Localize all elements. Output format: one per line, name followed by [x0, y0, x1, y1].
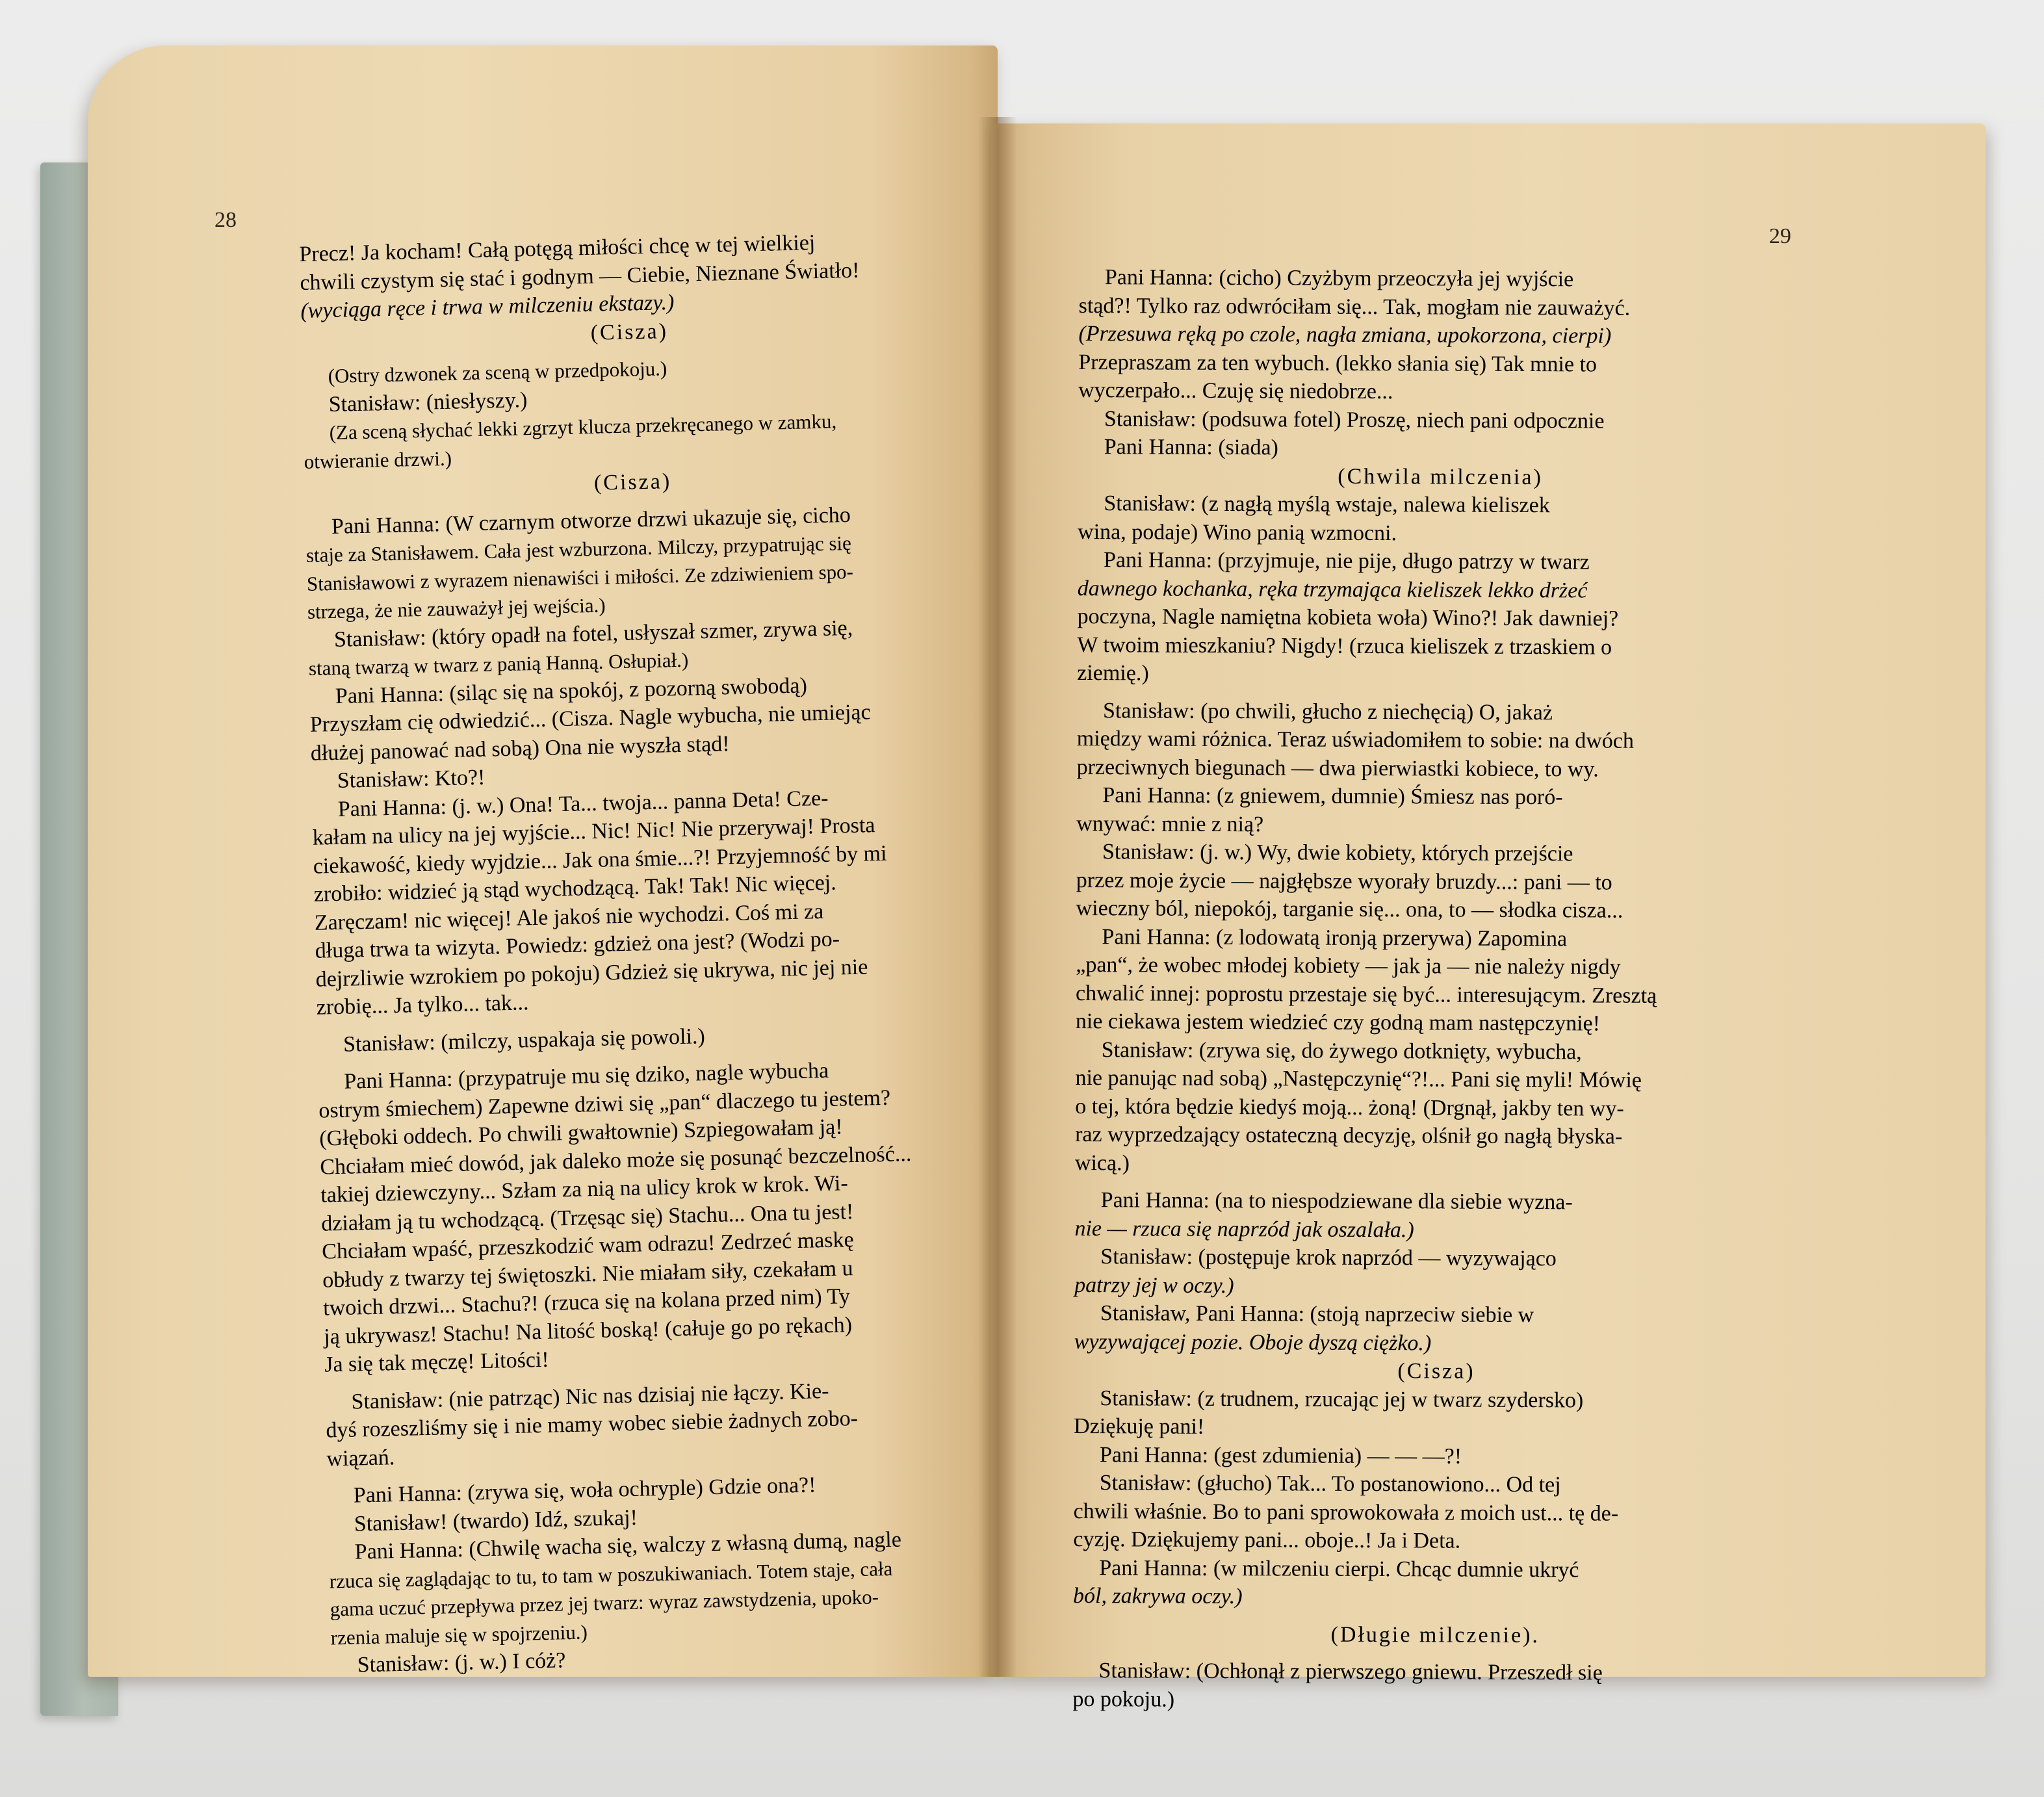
- speaker-line: Pani Hanna: (w milczeniu cierpi. Chcąc dumnie ukryć: [1099, 1555, 1579, 1582]
- text-line: wyczerpało... Czuję się niedobrze...: [1078, 378, 1393, 404]
- speaker-line: Stanisław: (nie patrząc) Nic nas dzisiaj nie łączy. Kie-: [351, 1378, 829, 1414]
- text-line: (Głęboki oddech. Po chwili gwałtownie) Szpiegowałam ją!: [318, 1115, 843, 1151]
- text-line: Chciałam mieć dowód, jak daleko może się posunąć bezczelność...: [319, 1141, 912, 1180]
- text-line: zrobię... Ja tylko... tak...: [316, 990, 529, 1020]
- text-line: chwili czystym się stać i godnym — Ciebie, Nieznane Światło!: [300, 257, 860, 295]
- speaker-line: Stanisław: (zrywa się, do żywego dotknięty, wybucha,: [1101, 1037, 1582, 1064]
- text-line: stąd?! Tylko raz odwróciłam się... Tak, mogłam nie zauważyć.: [1078, 293, 1631, 320]
- text-line: długa trwa ta wizyta. Powiedz: gdzież ona jest? (Wodzi po-: [315, 927, 840, 963]
- text-line: zrobiło: widzieć ją stąd wychodzącą. Tak! Tak! Nic więcej.: [313, 870, 837, 907]
- speaker-line: Pani Hanna: (gest zdumienia) — — —?!: [1099, 1442, 1462, 1469]
- speaker-line: Stanisław: (głucho) Tak... To postanowiono... Od tej: [1099, 1471, 1561, 1497]
- text-line: dejrzliwie wzrokiem po pokoju) Gdzież się ukrywa, nic jej nie: [315, 954, 868, 992]
- text-line: chwalić innej: poprostu przestaje się być... interesującym. Zresztą: [1076, 981, 1657, 1008]
- speaker-line: Pani Hanna: (siląc się na spokój, z pozorną swobodą): [335, 673, 808, 708]
- text-line: Zaręczam! nic więcej! Ale jakoś nie wychodzi. Coś mi za: [314, 899, 824, 935]
- speaker-line: Stanisław: (j. w.) Wy, dwie kobiety, których przejście: [1102, 840, 1573, 866]
- speaker-line: Pani Hanna: (na to niespodziewane dla siebie wyzna-: [1100, 1188, 1573, 1215]
- speaker-line: Stanisław: (z trudnem, rzucając jej w twarz szydersko): [1100, 1386, 1584, 1412]
- speaker-line: Stanisław, Pani Hanna: (stoją naprzeciw siebie w: [1100, 1301, 1534, 1328]
- stage-direction: (Cisza): [1397, 1359, 1475, 1384]
- text-line: nie ciekawa jestem wiedzieć czy godną mam następczynię!: [1075, 1009, 1601, 1036]
- stage-direction: (Cisza): [593, 469, 672, 495]
- text-line: Przepraszam za ten wybuch. (lekko słania się) Tak mnie to: [1078, 350, 1598, 376]
- text-line: twoich drzwi... Stachu?! (rzuca się na kolana przed nim) Ty: [322, 1284, 851, 1321]
- text-line: nie panując nad sobą) „Następczynię“?!... Pani się myli! Mówię: [1075, 1065, 1642, 1092]
- speaker-line: Stanisław! (twardo) Idź, szukaj!: [354, 1505, 638, 1536]
- text-line: staną twarzą w twarz z panią Hanną. Osłupiał.): [308, 648, 689, 680]
- speaker-line: Pani Hanna: (cicho) Czyżbym przeoczyła jej wyjście: [1104, 265, 1574, 292]
- speaker-line: Pani Hanna: (przyjmuje, nie pije, długo patrzy w twarz: [1103, 548, 1590, 575]
- speaker-line: Pani Hanna: (z gniewem, dumnie) Śmiesz nas poró-: [1102, 783, 1563, 810]
- text-line: dawnego kochanka, ręka trzymająca kieliszek lekko drżeć: [1077, 576, 1588, 602]
- text-line: Ja się tak męczę! Litości!: [324, 1347, 550, 1377]
- text-line: ból, zakrywa oczy.): [1072, 1583, 1243, 1609]
- speaker-line: Stanisław: (który opadł na fotel, usłyszał szmer, zrywa się,: [333, 615, 853, 652]
- stage-direction: (Ostry dzwonek za sceną w przedpokoju.): [328, 357, 667, 388]
- stage-direction: (Za sceną słychać lekki zgrzyt klucza przekręcanego w zamku,: [329, 409, 837, 445]
- text-line: po pokoju.): [1072, 1687, 1175, 1712]
- text-line: rzuca się zaglądając to tu, to tam w poszukiwaniach. Totem staje, cała: [329, 1557, 893, 1592]
- speaker-line: Stanisław: (niesłyszy.): [328, 387, 528, 417]
- speaker-line: Stanisław: (postępuje krok naprzód — wyzywająco: [1100, 1245, 1557, 1271]
- text-line: dyś rozeszliśmy się i nie mamy wobec siebie żadnych zobo-: [326, 1406, 859, 1443]
- text-line: Stanisławowi z wyrazem nienawiści i miłości. Ze zdziwieniem spo-: [306, 560, 854, 595]
- speaker-line: Pani Hanna: (z lodowatą ironją przerywa) Zapomina: [1102, 924, 1568, 951]
- text-line: wnywać: mnie z nią?: [1076, 811, 1264, 836]
- text-line: Chciałam wpaść, przeszkodzić wam odrazu! Zedrzeć maskę: [321, 1228, 854, 1264]
- stage-direction: (Chwila milczenia): [1338, 464, 1543, 489]
- speaker-line: Stanisław: (Ochłonął z pierwszego gniewu. Przeszedł się: [1098, 1659, 1603, 1685]
- text-line: o tej, która będzie kiedyś moją... żoną! (Drgnął, jakby ten wy-: [1075, 1094, 1624, 1121]
- text-line: nie — rzuca się naprzód jak oszalała.): [1074, 1216, 1414, 1242]
- text-line: wyzywającej pozie. Oboje dyszą ciężko.): [1074, 1329, 1432, 1355]
- text-line: obłudy z twarzy tej świętoszki. Nie miałam siły, czekałam u: [322, 1256, 853, 1293]
- text-line: wieczny ból, niepokój, targanie się... ona, to — słodka cisza...: [1076, 896, 1624, 923]
- speaker-line: Pani Hanna: (Chwilę wacha się, walczy z własną dumą, nagle: [354, 1527, 902, 1564]
- speaker-line: Stanisław: (z nagłą myślą wstaje, nalewa kieliszek: [1104, 491, 1550, 518]
- text-line: gama uczuć przepływa przez jej twarz: wyraz zawstydzenia, upoko-: [330, 1585, 879, 1621]
- text-line: między wami różnica. Teraz uświadomiłem to sobie: na dwóch: [1076, 726, 1635, 753]
- right-page-number: 29: [1769, 224, 1791, 248]
- text-line: wicą.): [1074, 1150, 1130, 1175]
- stage-direction: (Cisza): [590, 318, 669, 345]
- book-gutter: [978, 117, 1017, 1677]
- text-line: ostrym śmiechem) Zapewne dziwi się „pan“ dlaczego tu jestem?: [318, 1085, 891, 1123]
- text-line: wiązań.: [326, 1445, 395, 1471]
- speaker-line: Pani Hanna: (zrywa się, woła ochryple) Gdzie ona?!: [353, 1473, 816, 1508]
- text-line: poczyna, Nagle namiętna kobieta woła) Wino?! Jak dawniej?: [1077, 604, 1619, 631]
- text-line: W twoim mieszkaniu? Nigdy! (rzuca kieliszek z trzaskiem o: [1077, 632, 1612, 660]
- left-page-text: [299, 226, 988, 1680]
- right-page-text: [1072, 263, 1804, 1716]
- speaker-line: Pani Hanna: (W czarnym otworze drzwi ukazuje się, cicho: [331, 502, 851, 539]
- text-line: Przyszłam cię odwiedzić... (Cisza. Nagle wybucha, nie umiejąc: [309, 700, 872, 737]
- text-line: takiej dziewczyny... Szłam za nią na ulicy krok w krok. Wi-: [320, 1171, 849, 1208]
- speaker-line: Pani Hanna: (siada): [1104, 435, 1278, 460]
- speaker-line: Stanisław: (po chwili, głucho z niechęcią) O, jakaż: [1102, 698, 1553, 725]
- text-line: strzega, że nie zauważył jej wejścia.): [307, 593, 606, 623]
- text-line: (wyciąga ręce i trwa w milczeniu ekstazy.): [300, 290, 675, 323]
- text-line: działam ją tu wchodzącą. (Trzęsąc się) Stachu... Ona tu jest!: [320, 1199, 854, 1236]
- speaker-line: Stanisław: (j. w.) I cóż?: [357, 1648, 566, 1677]
- stage-direction: (Długie milczenie).: [1330, 1622, 1540, 1648]
- text-line: ciekawość, kiedy wyjdzie... Jak ona śmie...?! Przyjemność by mi: [313, 841, 887, 879]
- text-line: „pan“, że wobec młodej kobiety — jak ja — nie należy nigdy: [1076, 952, 1621, 979]
- text-line: przez moje życie — najgłębsze wyorały bruzdy...: pani — to: [1076, 868, 1612, 895]
- text-line: (Przesuwa ręką po czole, nagła zmiana, upokorzona, cierpi): [1078, 321, 1612, 348]
- text-line: Dziękuję pani!: [1074, 1414, 1205, 1439]
- text-line: dłużej panować nad sobą) Ona nie wyszła stąd!: [310, 731, 730, 766]
- text-line: ją ukrywasz! Stachu! Na litość boską! (całuje go po rękach): [323, 1312, 853, 1349]
- speaker-line: Stanisław: (milczy, uspakaja się powoli.): [343, 1024, 706, 1057]
- left-page-number: 28: [214, 208, 237, 232]
- text-line: raz wyprzedzający ostateczną decyzję, olśnił go nagłą błyska-: [1075, 1122, 1623, 1149]
- text-line: chwili właśnie. Bo to pani sprowokowała z moich ust... tę de-: [1073, 1499, 1619, 1526]
- speaker-line: Stanisław: (podsuwa fotel) Proszę, niech pani odpocznie: [1104, 406, 1605, 433]
- text-line: kałam na ulicy na jej wyjście... Nic! Nic! Nie przerywaj! Prosta: [312, 813, 875, 850]
- speaker-line: Pani Hanna: (j. w.) Ona! Ta... twoja... panna Deta! Cze-: [337, 786, 829, 821]
- stage-direction: otwieranie drzwi.): [304, 446, 452, 473]
- speaker-line: Stanisław: Kto?!: [337, 765, 485, 793]
- text-line: ziemię.): [1077, 660, 1149, 686]
- speaker-line: Pani Hanna: (przypatruje mu się dziko, nagle wybucha: [343, 1058, 829, 1094]
- text-line: staje za Stanisławem. Cała jest wzburzona. Milczy, przypatrując się: [305, 531, 852, 567]
- text-line: Precz! Ja kocham! Całą potęgą miłości chcę w tej wielkiej: [299, 230, 816, 266]
- text-line: patrzy jej w oczy.): [1074, 1273, 1234, 1298]
- text-line: przeciwnych biegunach — dwa pierwiastki kobiece, to wy.: [1076, 755, 1599, 781]
- text-line: wina, podaje) Wino panią wzmocni.: [1078, 519, 1397, 545]
- text-line: cyzję. Dziękujemy pani... oboje..! Ja i Deta.: [1073, 1527, 1461, 1553]
- text-line: rzenia maluje się w spojrzeniu.): [330, 1620, 588, 1649]
